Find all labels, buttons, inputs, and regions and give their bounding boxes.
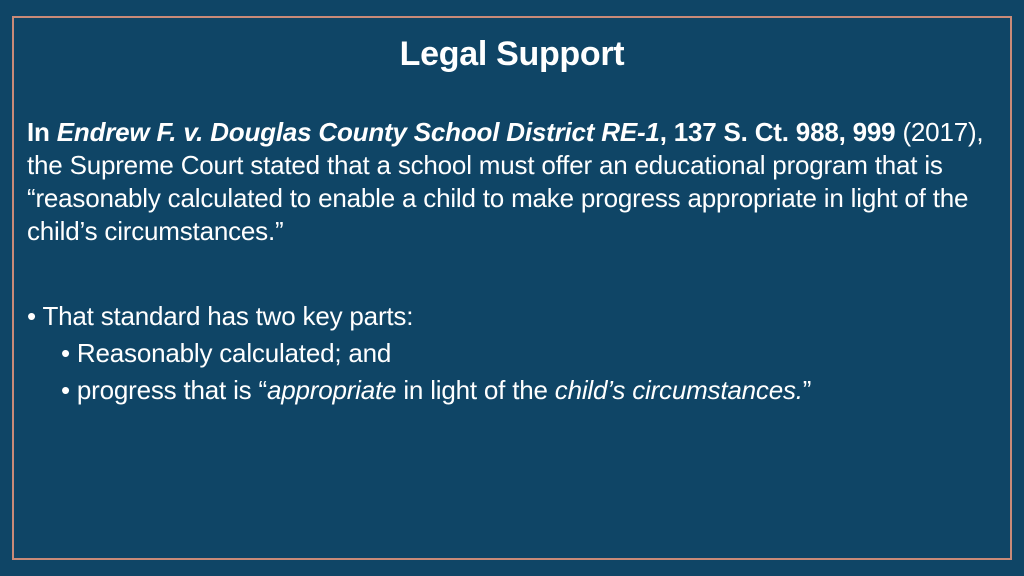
legal-support-paragraph [27,116,1002,248]
sub2-mid: in light of the [396,375,555,405]
citation-part1: , 137 S. Ct. 988, [659,117,846,147]
bullet-main: • That standard has two key parts: [27,301,414,331]
case-name: Endrew F. v. Douglas County School District RE-1 [56,117,660,147]
sub2-italic-circumstances: child’s circumstances. [554,375,803,405]
sub2-pre: • progress that is “ [61,375,267,405]
bullet-list [27,298,1002,409]
bullet-sub-reasonably-calculated: • Reasonably calculated; and [61,338,392,368]
paragraph-rest: (2017), the Supreme Court stated that a school must offer an educational program that is “reasonably calculated to enable a child to make progress appropriate in light of the child’s circumstances.” [27,117,984,246]
sub2-italic-appropriate: appropriate [266,375,397,405]
slide-border-frame [12,16,1012,560]
citation-page: 999 [852,117,896,147]
paragraph-in-word: In [27,117,50,147]
bullet-sub-appropriate-progress [27,372,1002,409]
slide-title: Legal Support [399,35,625,73]
sub2-post: ” [802,375,812,405]
